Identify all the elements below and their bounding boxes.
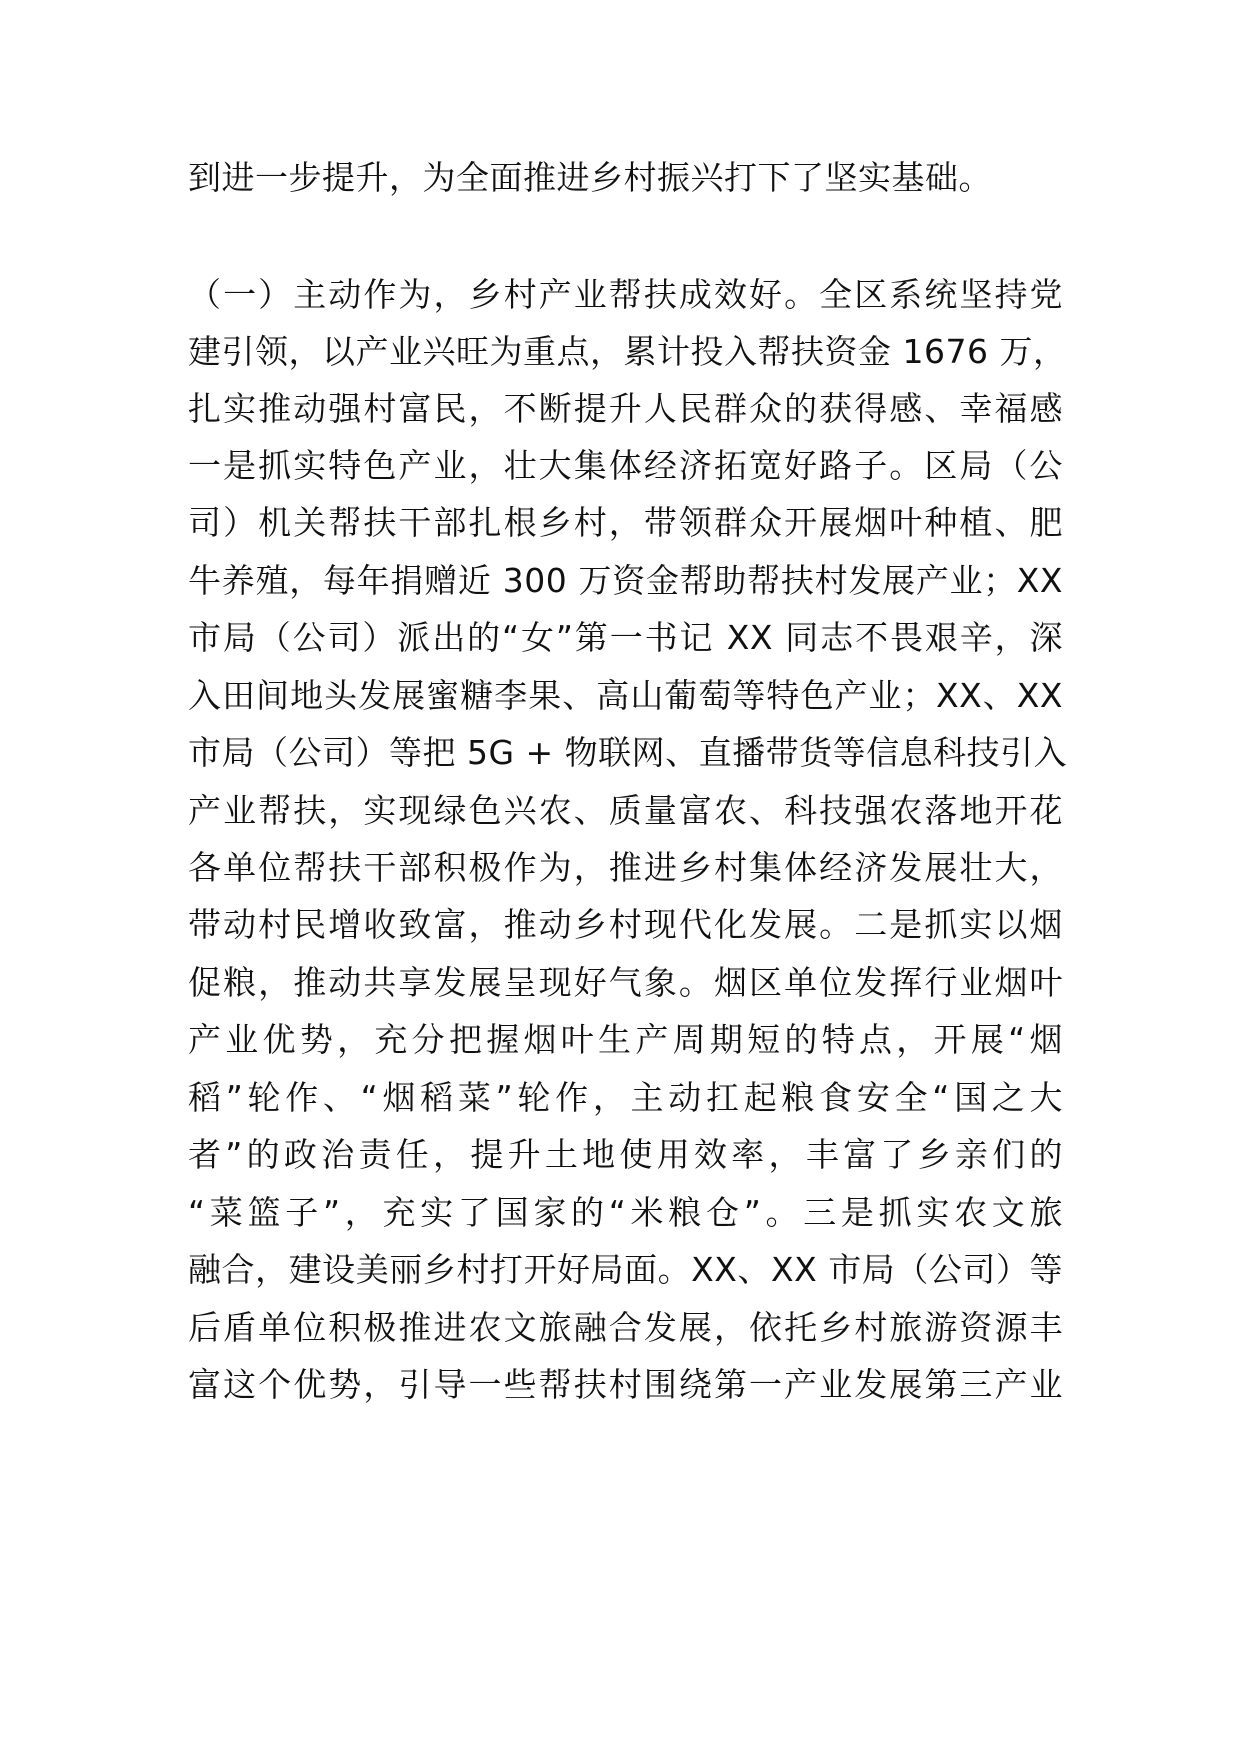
paragraph-line-11: 产业帮扶，实现绿色兴农、质量富农、科技强农落地开花 xyxy=(188,791,1063,830)
paragraph-line-3: 建引领，以产业兴旺为重点，累计投入帮扶资金 1676 万， xyxy=(188,332,1067,371)
paragraph-line-15: 产业优势，充分把握烟叶生产周期短的特点，开展“烟 xyxy=(188,1020,1063,1059)
paragraph-line-8: 市局（公司）派出的“女”第一书记 XX 同志不畏艰辛，深 xyxy=(188,618,1063,657)
paragraph-line-18: “菜篮子”，充实了国家的“米粮仓”。三是抓实农文旅 xyxy=(188,1193,1063,1232)
paragraph-line-19: 融合，建设美丽乡村打开好局面。XX、XX 市局（公司）等 xyxy=(188,1250,1063,1289)
paragraph-line-10: 市局（公司）等把 5G + 物联网、直播带货等信息科技引入 xyxy=(188,733,1068,772)
paragraph-line-9: 入田间地头发展蜜糖李果、高山葡萄等特色产业；XX、XX xyxy=(188,676,1063,715)
paragraph-line-20: 后盾单位积极推进农文旅融合发展，依托乡村旅游资源丰 xyxy=(188,1308,1063,1347)
paragraph-line-6: 司）机关帮扶干部扎根乡村，带领群众开展烟叶种植、肥 xyxy=(188,503,1063,542)
paragraph-line-4: 扎实推动强村富民，不断提升人民群众的获得感、幸福感 xyxy=(188,389,1063,428)
paragraph-line-7: 牛养殖，每年捐赠近 300 万资金帮助帮扶村发展产业；XX xyxy=(188,561,1063,600)
paragraph-line-5: 一是抓实特色产业，壮大集体经济拓宽好路子。区局（公 xyxy=(188,446,1063,485)
paragraph-line-14: 促粮，推动共享发展呈现好气象。烟区单位发挥行业烟叶 xyxy=(188,963,1063,1002)
paragraph-line-1: 到进一步提升，为全面推进乡村振兴打下了坚实基础。 xyxy=(188,158,992,197)
paragraph-line-2: （一）主动作为，乡村产业帮扶成效好。全区系统坚持党 xyxy=(188,275,1063,314)
paragraph-line-17: 者”的政治责任，提升土地使用效率，丰富了乡亲们的 xyxy=(188,1135,1063,1174)
paragraph-line-16: 稻”轮作、“烟稻菜”轮作，主动扛起粮食安全“国之大 xyxy=(188,1078,1063,1117)
paragraph-line-12: 各单位帮扶干部积极作为，推进乡村集体经济发展壮大， xyxy=(188,848,1063,887)
paragraph-line-21: 富这个优势，引导一些帮扶村围绕第一产业发展第三产业 xyxy=(188,1365,1063,1404)
paragraph-line-13: 带动村民增收致富，推动乡村现代化发展。二是抓实以烟 xyxy=(188,905,1063,944)
